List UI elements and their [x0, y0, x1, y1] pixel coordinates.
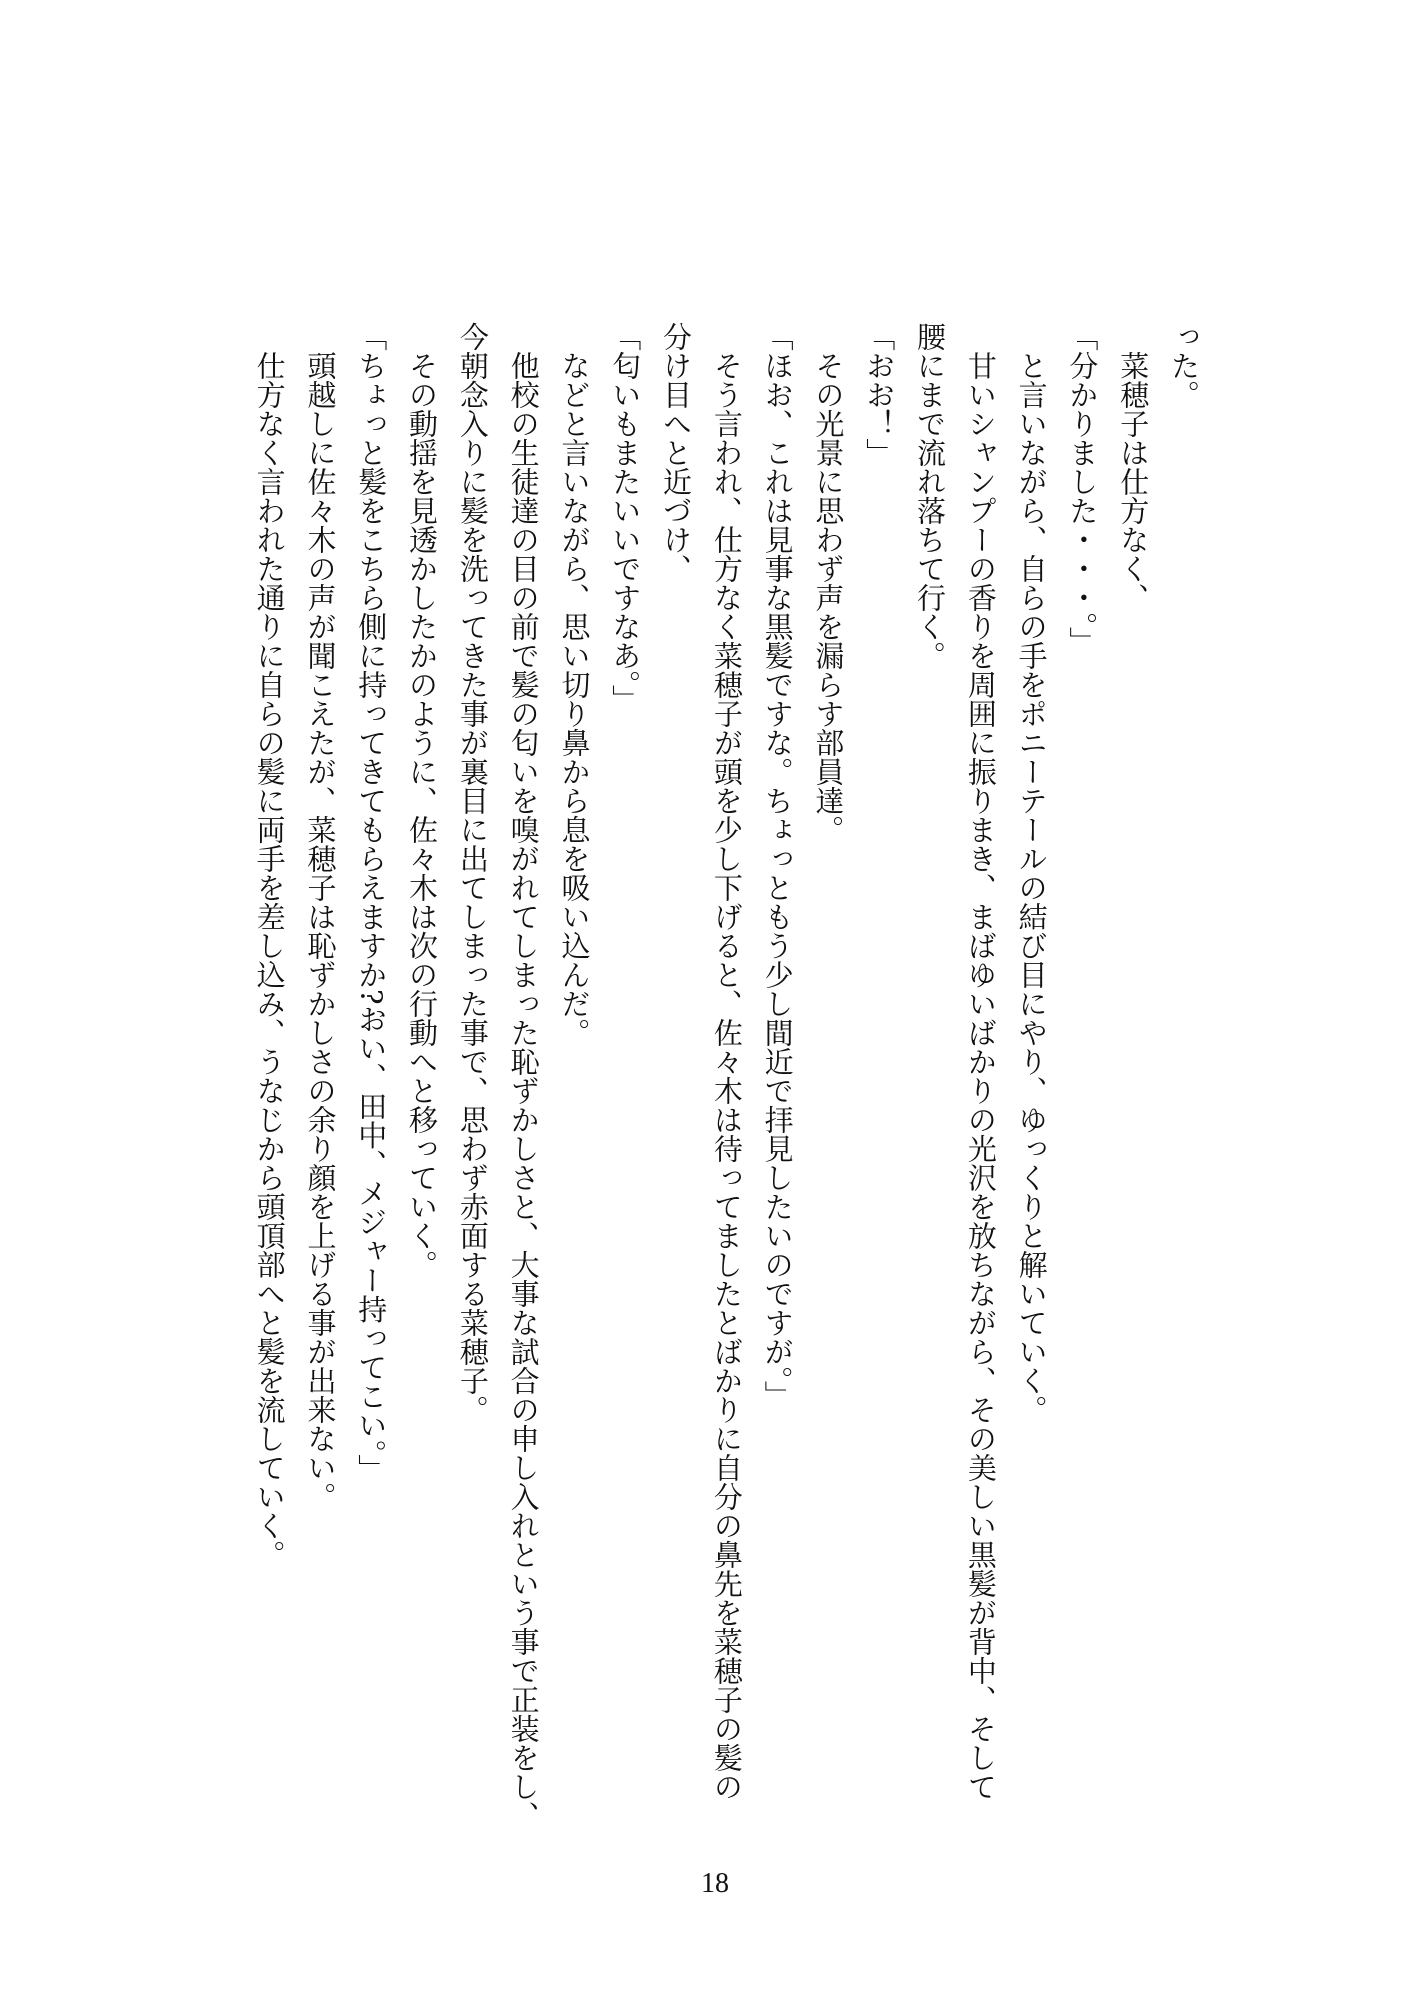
text-line: った。	[1167, 322, 1201, 409]
text-line: 「おお！」	[862, 322, 897, 467]
text-line: その光景に思わず声を漏らす部員達。	[811, 322, 846, 844]
text-line: 「ほお、これは見事な黒髪ですな。ちょっともう少し間近で拝見したいのですが。」	[760, 322, 795, 1410]
text-line: などと言いながら、思い切り鼻から息を吸い込んだ。	[557, 322, 592, 1047]
text-line: 仕方なく言われた通りに自らの髪に両手を差し込み、うなじから頭頂部へと髪を流していく。	[252, 322, 287, 1569]
text-line: と言いながら、自らの手をポニーテールの結び目にやり、ゆっくりと解いていく。	[1014, 322, 1049, 1424]
page-number: 18	[701, 1868, 729, 1899]
text-line: 頭越しに佐々木の声が聞こえたが、菜穂子は恥ずかしさの余り顔を上げる事が出来ない。	[303, 322, 338, 1511]
text-line: 「匂いもまたいいですなあ。」	[608, 322, 643, 714]
text-line: その動揺を見透かしたかのように、佐々木は次の行動へと移っていく。	[405, 322, 440, 1279]
text-line: そう言われ、仕方なく菜穂子が頭を少し下げると、佐々木は待ってましたとばかりに自分の鼻先を菜穂子の髪の	[709, 322, 744, 1801]
vertical-body-text	[244, 322, 1209, 1852]
text-line: 菜穂子は仕方なく、	[1116, 322, 1151, 612]
text-line: 今朝念入りに髪を洗ってきた事が裏目に出てしまった事で、思わず赤面する菜穂子。	[455, 322, 490, 1424]
text-line: 甘いシャンプーの香りを周囲に振りまき、まばゆいばかりの光沢を放ちながら、その美しい黒髪が背中、そして	[963, 322, 998, 1801]
text-line: 「分かりました・・・。」	[1065, 322, 1100, 656]
text-line: 「ちょっと髪をこちら側に持ってきてもらえますか?おい、田中、メジャー持ってこい。」	[354, 322, 389, 1484]
text-line: 腰にまで流れ落ちて行く。	[913, 322, 948, 670]
text-line: 他校の生徒達の目の前で髪の匂いを嗅がれてしまった恥ずかしさと、大事な試合の申し入れという事で正装をし、	[506, 322, 541, 1830]
text-line: 分け目へと近づけ、	[659, 322, 694, 583]
